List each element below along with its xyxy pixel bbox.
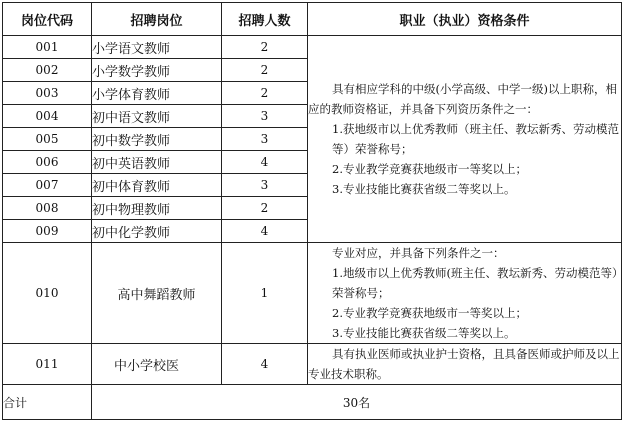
position-code: 003 [3, 82, 92, 105]
position-count: 3 [222, 128, 308, 151]
requirements-teacher-item: 3.专业技能比赛获省级二等奖以上。 [332, 182, 516, 196]
position-code: 010 [3, 243, 92, 344]
table-row [3, 344, 622, 385]
requirements-dance-item: 3.专业技能比赛获省级二等奖以上。 [332, 326, 516, 340]
position-name: 小学数学教师 [92, 59, 222, 82]
position-count: 2 [222, 59, 308, 82]
requirements-teacher-item: 1.获地级市以上优秀教师（班主任、教坛新秀、劳动模范等）荣誉称号； [332, 122, 619, 156]
position-count: 2 [222, 197, 308, 220]
position-name: 初中化学教师 [92, 220, 222, 243]
position-code: 008 [3, 197, 92, 220]
requirements-teacher [308, 36, 622, 243]
position-count: 4 [222, 151, 308, 174]
position-name: 初中英语教师 [92, 151, 222, 174]
position-count: 3 [222, 174, 308, 197]
position-name: 小学体育教师 [92, 82, 222, 105]
header-count: 招聘人数 [222, 3, 308, 36]
position-code: 007 [3, 174, 92, 197]
position-code: 001 [3, 36, 92, 59]
position-count: 4 [222, 344, 308, 385]
total-label: 合计 [3, 385, 92, 420]
position-name: 小学语文教师 [92, 36, 222, 59]
position-name: 初中数学教师 [92, 128, 222, 151]
requirements-doctor-text: 具有执业医师或执业护士资格，且具备医师或护师及以上专业技术职称。 [308, 347, 620, 381]
position-code: 004 [3, 105, 92, 128]
position-name: 高中舞蹈教师 [92, 243, 222, 344]
table-row [3, 36, 622, 59]
position-code: 009 [3, 220, 92, 243]
header-requirements: 职业（执业）资格条件 [308, 3, 622, 36]
position-code: 011 [3, 344, 92, 385]
total-row [3, 385, 622, 420]
header-position: 招聘岗位 [92, 3, 222, 36]
position-count: 2 [222, 82, 308, 105]
position-count: 1 [222, 243, 308, 344]
position-code: 005 [3, 128, 92, 151]
requirements-teacher-intro: 具有相应学科的中级(小学高级、中学一级)以上职称，相应的教师资格证，并具备下列资历条件之一： [308, 82, 617, 116]
position-code: 002 [3, 59, 92, 82]
recruitment-table [2, 2, 622, 420]
requirements-dance-item: 1.地级市以上优秀教师(班主任、教坛新秀、劳动模范等）荣誉称号； [332, 266, 618, 300]
position-name: 初中语文教师 [92, 105, 222, 128]
total-value: 30名 [92, 385, 622, 420]
requirements-doctor [308, 344, 622, 385]
position-count: 4 [222, 220, 308, 243]
position-name: 中小学校医 [92, 344, 222, 385]
table-row [3, 243, 622, 344]
position-name: 初中体育教师 [92, 174, 222, 197]
header-code: 岗位代码 [3, 3, 92, 36]
position-count: 2 [222, 36, 308, 59]
position-code: 006 [3, 151, 92, 174]
requirements-teacher-item: 2.专业教学竞赛获地级市一等奖以上； [332, 162, 527, 176]
header-row [3, 3, 622, 36]
requirements-dance [308, 243, 622, 344]
requirements-dance-intro: 专业对应，并具备下列条件之一： [332, 246, 505, 260]
position-name: 初中物理教师 [92, 197, 222, 220]
position-count: 3 [222, 105, 308, 128]
requirements-dance-item: 2.专业教学竞赛获地级市一等奖以上； [332, 306, 527, 320]
